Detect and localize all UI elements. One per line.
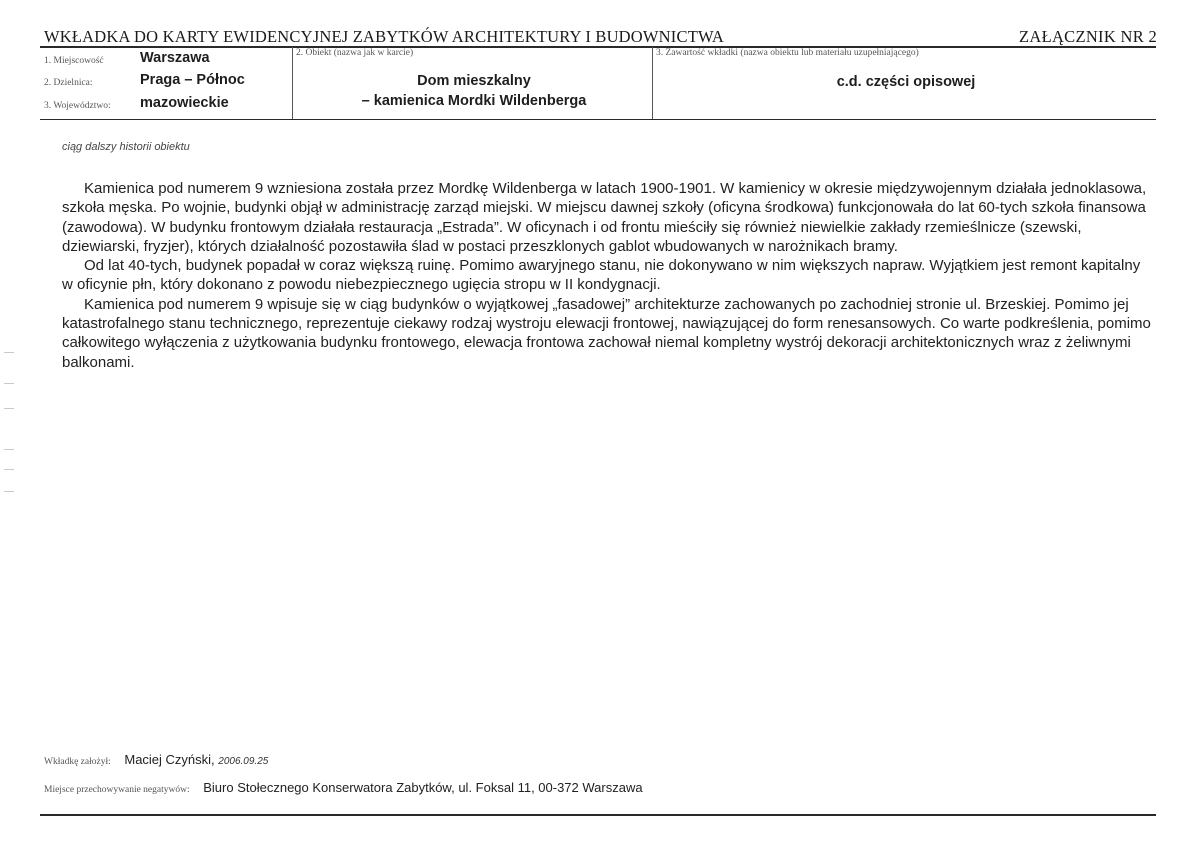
author-label: Wkładkę założył: <box>44 757 111 767</box>
storage-label: Miejsce przechowywanie negatywów: <box>44 785 190 795</box>
object-name <box>296 71 652 111</box>
footer-rule <box>40 814 1156 816</box>
object-name-line2: – kamienica Mordki Wildenberga <box>361 93 587 109</box>
form-title: WKŁADKA DO KARTY EWIDENCYJNEJ ZABYTKÓW ARCHITEKTURY I BUDOWNICTWA <box>44 27 725 46</box>
history-paragraph-2: Od lat 40-tych, budynek popadał w coraz większą ruinę. Pomimo awaryjnego stanu, nie dokonywano w nim większych napraw. Wyjątkiem jest remont kapitalny w oficynie płn, który dokonano z powodu niebezpiecznego ugięcia stropu w II kondygnacji. <box>62 257 1141 294</box>
author-line <box>44 752 268 767</box>
scan-mark <box>4 449 14 450</box>
scan-mark <box>4 469 14 470</box>
locality-label: 1. Miejscowość <box>44 56 104 66</box>
voivodeship-value: mazowieckie <box>140 95 229 111</box>
insert-content-value: c.d. części opisowej <box>836 74 976 90</box>
history-paragraph-1: Kamienica pod numerem 9 wzniesiona została przez Mordkę Wildenberga w latach 1900-1901. W kamienicy w okresie międzywojennym działała jednoklasowa, szkoła męska. Po wojnie, budynki objął w administrację zarząd miejski. W miejscu dawnej szkoły (oficyna środkowa) funkcjonowała do lat 60-tych szkoła finansowa (zawodowa). W budynku frontowym działała restauracja „Estrada”. W oficynach i od frontu mieściły się również niewielkie zakłady rzemieślnicze (szewski, dziewiarski, fryzjer), których działalność pozostawiła ślad w postaci przeszklonych gablot wbudowanych w narożnikach bramy. <box>62 180 1147 255</box>
object-label: 2. Obiekt (nazwa jak w karcie) <box>296 48 414 58</box>
insert-content-label: 3. Zawartość wkładki (nazwa obiektu lub materiału uzupełniającego) <box>656 48 919 58</box>
scan-mark <box>4 491 14 492</box>
header-rule <box>40 46 1156 48</box>
object-name-line1: Dom mieszkalny <box>417 73 531 89</box>
history-text <box>62 179 1152 372</box>
scan-mark <box>4 408 14 409</box>
district-label: 2. Dzielnica: <box>44 78 93 88</box>
header-table-bottom-rule <box>40 119 1156 120</box>
author-date: 2006.09.25 <box>218 756 269 767</box>
storage-line <box>44 780 643 795</box>
storage-value: Biuro Stołecznego Konserwatora Zabytków, ul. Foksal 11, 00-372 Warszawa <box>203 780 643 795</box>
history-paragraph-3: Kamienica pod numerem 9 wpisuje się w ciąg budynków o wyjątkowej „fasadowej” architekturze zachowanych po zachodniej stronie ul. Brzeskiej. Pomimo jej katastrofalnego stanu technicznego, reprezentuje ciekawy rodzaj wystroju elewacji frontowej, nawiązującej do form renesansowych. Co warte podkreślenia, pomimo całkowitego wyłączenia z użytkowania budynku frontowego, elewacja frontowa zachował niemal kompletny wystrój dekoracji architektonicznych wraz z żeliwnymi balkonami. <box>62 295 1151 371</box>
district-value: Praga – Północ <box>140 72 245 88</box>
scan-mark <box>4 352 14 353</box>
cell-divider-1 <box>292 47 293 119</box>
scan-mark <box>4 383 14 384</box>
locality-value: Warszawa <box>140 50 210 66</box>
author-name: Maciej Czyński, <box>124 752 215 767</box>
continuation-note: ciąg dalszy historii obiektu <box>62 141 190 153</box>
voivodeship-label: 3. Województwo: <box>44 101 111 111</box>
cell-divider-2 <box>652 47 653 119</box>
annex-number: ZAŁĄCZNIK NR 2 <box>1018 27 1157 46</box>
